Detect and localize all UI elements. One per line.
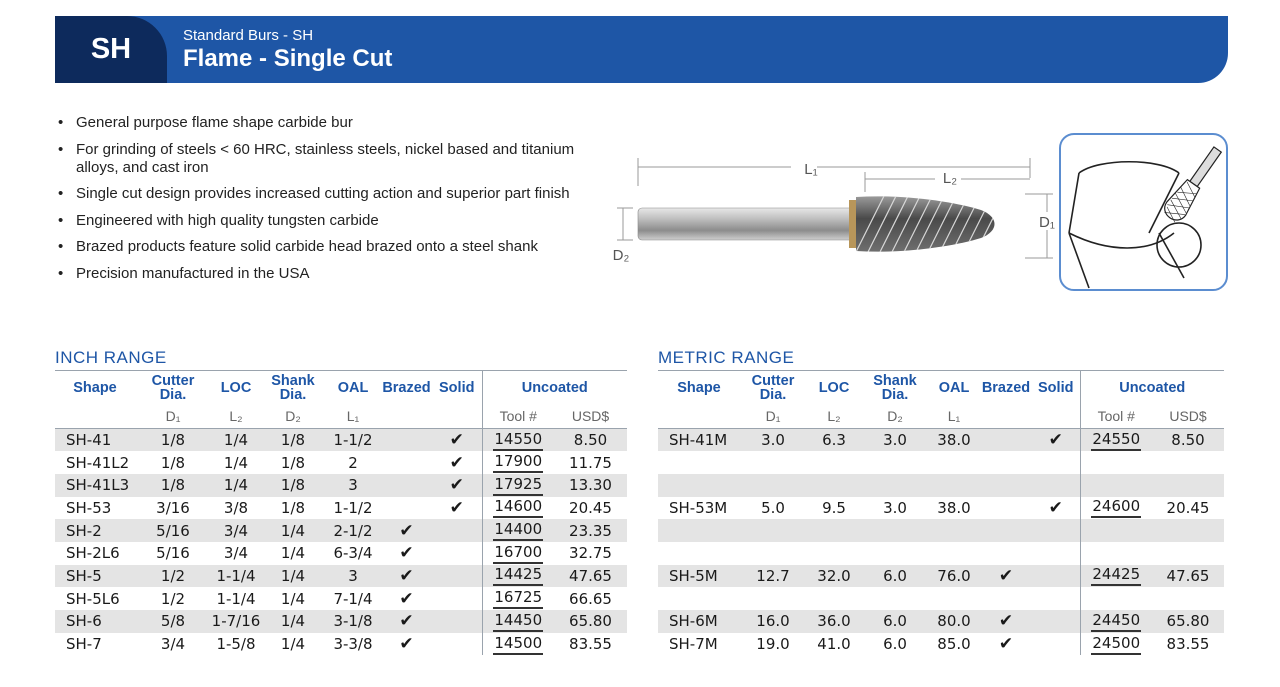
l2-label: L₂: [942, 170, 958, 187]
oal-cell: 1-1/2: [325, 429, 381, 452]
table-row: [55, 451, 627, 474]
inch-range-table: [55, 370, 627, 655]
tool-number-cell: [482, 519, 554, 542]
tool-number-cell: [482, 565, 554, 588]
table-row: [658, 542, 1224, 565]
loc-cell: [806, 587, 862, 610]
shank-dia-cell: 1/8: [261, 474, 325, 497]
col-shank-dia: Shank Dia.: [862, 371, 928, 405]
table-row: [658, 474, 1224, 497]
feature-item: • General purpose flame shape carbide bur: [55, 114, 595, 132]
oal-cell: [928, 587, 980, 610]
shape-cell: SH-6: [55, 610, 135, 633]
solid-cell: [432, 519, 482, 542]
cutter-dia-cell: [740, 474, 806, 497]
feature-item: • Single cut design provides increased cutting action and superior part finish: [55, 185, 595, 203]
solid-cell: ✔: [432, 474, 482, 497]
metric-rows: [658, 429, 1224, 656]
solid-cell: [1032, 451, 1080, 474]
cutter-dia-cell: 5.0: [761, 498, 785, 517]
cutter-dia-cell: 3/16: [156, 498, 190, 517]
brazed-cell: [381, 497, 432, 520]
col-shank-dia: Shank Dia.: [261, 371, 325, 405]
inch-range-title: INCH RANGE: [55, 348, 167, 367]
col-brazed: Brazed: [381, 371, 432, 405]
solid-cell: [1032, 633, 1080, 656]
brazed-cell: [980, 451, 1032, 474]
brazed-cell: [381, 429, 432, 452]
solid-cell: [432, 633, 482, 656]
sub-tool-no: Tool #: [482, 405, 554, 429]
oal-cell: 38.0: [928, 429, 980, 452]
price-cell: 20.45: [1166, 498, 1210, 517]
shank-dia-cell: 1/4: [280, 589, 306, 608]
sub-l1: L₁: [928, 405, 980, 429]
col-oal: OAL: [325, 371, 381, 405]
shank-dia-cell: 1/8: [280, 498, 306, 517]
price-cell: 32.75: [569, 544, 612, 563]
shape-cell: [658, 451, 740, 474]
oal-cell: 2-1/2: [325, 519, 381, 542]
cutter-dia-cell: 1/2: [160, 589, 186, 608]
table-row: [658, 519, 1224, 542]
solid-cell: ✔: [432, 429, 482, 452]
solid-cell: [1032, 587, 1080, 610]
price-cell: 83.55: [569, 635, 612, 654]
sub-l2: L₂: [806, 405, 862, 429]
tool-number: 14425: [493, 565, 543, 586]
d2-label: D₂: [612, 247, 630, 264]
tool-number-cell: [482, 474, 554, 497]
col-brazed: Brazed: [980, 371, 1032, 405]
shape-cell: [658, 474, 740, 497]
brazed-cell: ✔: [381, 519, 432, 542]
l1-label: L₁: [804, 161, 818, 178]
sub-l2: L₂: [211, 405, 261, 429]
tool-number-cell: [1080, 497, 1152, 520]
oal-cell: 38.0: [937, 498, 971, 517]
loc-cell: 1/4: [211, 474, 261, 497]
table-row: [55, 497, 627, 520]
oal-cell: 3: [325, 565, 381, 588]
cutter-dia-cell: 3/4: [160, 635, 186, 654]
tool-number: 14550: [493, 430, 543, 451]
sub-blank: [980, 405, 1032, 429]
loc-cell: 1-5/8: [216, 635, 256, 654]
solid-cell: [1032, 474, 1080, 497]
col-oal: OAL: [928, 371, 980, 405]
tool-number-cell: [482, 587, 554, 610]
table-row: [658, 633, 1224, 656]
price-cell: 8.50: [554, 429, 627, 452]
loc-cell: [806, 519, 862, 542]
cutter-dia-cell: 1/8: [135, 429, 211, 452]
loc-cell: 1-1/4: [211, 565, 261, 588]
shank-dia-cell: [862, 587, 928, 610]
table-row: [55, 519, 627, 542]
oal-cell: 80.0: [928, 610, 980, 633]
shape-cell: SH-41M: [658, 429, 740, 452]
cutter-dia-cell: 19.0: [756, 635, 790, 654]
loc-cell: 1/4: [211, 429, 261, 452]
oal-cell: 1-1/2: [333, 498, 373, 517]
solid-cell: ✔: [1048, 497, 1063, 518]
solid-cell: [1032, 542, 1080, 565]
page-title: Flame - Single Cut: [183, 45, 393, 72]
solid-cell: [1032, 519, 1080, 542]
price-cell: 65.80: [1152, 610, 1224, 633]
shape-cell: SH-41L2: [66, 453, 130, 472]
shank-dia-cell: 6.0: [862, 610, 928, 633]
table-row: [55, 429, 627, 452]
cutter-dia-cell: [740, 542, 806, 565]
price-cell: 20.45: [569, 498, 612, 517]
tool-number: 17900: [493, 452, 543, 473]
tool-number: 14500: [493, 634, 543, 655]
brazed-cell: ✔: [399, 588, 414, 609]
col-uncoated: Uncoated: [1080, 371, 1224, 405]
tool-number-cell: [1080, 565, 1152, 588]
col-loc: LOC: [211, 371, 261, 405]
oal-cell: 3-3/8: [333, 635, 373, 654]
solid-cell: [432, 542, 482, 565]
oal-cell: 7-1/4: [333, 589, 373, 608]
tool-number-cell: [482, 633, 554, 656]
oal-cell: 6-3/4: [333, 544, 373, 563]
solid-cell: ✔: [1032, 429, 1080, 452]
oal-cell: 3-1/8: [325, 610, 381, 633]
tool-number-cell: [1080, 451, 1152, 474]
tool-number: 14400: [493, 520, 543, 541]
tool-number: 16700: [493, 543, 543, 564]
cutter-dia-cell: 3.0: [740, 429, 806, 452]
sub-blank: [432, 405, 482, 429]
cutter-dia-cell: 1/8: [135, 474, 211, 497]
price-cell: 13.30: [554, 474, 627, 497]
shape-cell: SH-41: [55, 429, 135, 452]
sub-usd: USD$: [554, 405, 627, 429]
brazed-cell: ✔: [980, 610, 1032, 633]
cutter-dia-cell: 16.0: [740, 610, 806, 633]
tool-number-cell: [482, 497, 554, 520]
col-cutter-dia: Cutter Dia.: [135, 371, 211, 405]
col-shape: Shape: [658, 371, 740, 405]
table-row: [55, 587, 627, 610]
cutter-dia-cell: 1/8: [160, 453, 186, 472]
brazed-cell: [980, 542, 1032, 565]
feature-list: [55, 114, 595, 291]
table-row: [55, 610, 627, 633]
cutter-dia-cell: [740, 451, 806, 474]
d1-label: D₁: [1039, 214, 1055, 231]
solid-cell: [432, 610, 482, 633]
brazed-cell: ✔: [980, 565, 1032, 588]
sub-blank: [1032, 405, 1080, 429]
feature-item: • Brazed products feature solid carbide head brazed onto a steel shank: [55, 238, 595, 256]
shape-cell: SH-5: [55, 565, 135, 588]
shape-cell: SH-2: [55, 519, 135, 542]
price-cell: 23.35: [554, 519, 627, 542]
solid-cell: ✔: [449, 452, 464, 473]
loc-cell: [806, 451, 862, 474]
col-shape: Shape: [55, 371, 135, 405]
tool-number-cell: [1080, 429, 1152, 452]
solid-cell: [432, 587, 482, 610]
tool-number-cell: [1080, 587, 1152, 610]
tool-number: 14450: [493, 611, 543, 632]
shank-dia-cell: 1/4: [261, 565, 325, 588]
shape-cell: [658, 519, 740, 542]
feature-item: • For grinding of steels < 60 HRC, stainless steels, nickel based and titanium alloys, and cast iron: [55, 141, 595, 177]
price-cell: [1152, 474, 1224, 497]
shank-dia-cell: 1/4: [280, 635, 306, 654]
loc-cell: 1-7/16: [211, 610, 261, 633]
oal-cell: 2: [348, 453, 358, 472]
sub-d1: D₁: [135, 405, 211, 429]
table-row: [55, 542, 627, 565]
price-cell: 47.65: [1152, 565, 1224, 588]
table-row: [658, 497, 1224, 520]
cutter-dia-cell: 5/16: [135, 519, 211, 542]
tool-dimension-drawing: [605, 150, 1055, 270]
loc-cell: [806, 474, 862, 497]
loc-cell: 1/4: [223, 453, 249, 472]
table-row: [658, 587, 1224, 610]
cutter-dia-cell: [740, 519, 806, 542]
solid-cell: [1032, 565, 1080, 588]
price-cell: [1152, 587, 1224, 610]
shank-dia-cell: [862, 542, 928, 565]
oal-cell: [928, 474, 980, 497]
cutter-dia-cell: 5/8: [135, 610, 211, 633]
tool-number: 24600: [1091, 497, 1141, 518]
loc-cell: 1-1/4: [216, 589, 256, 608]
tool-number: 24500: [1091, 634, 1141, 655]
tool-number-cell: [1080, 542, 1152, 565]
shape-cell: SH-5L6: [66, 589, 120, 608]
loc-cell: [806, 542, 862, 565]
tool-number: 16725: [493, 588, 543, 609]
solid-cell: [432, 565, 482, 588]
col-uncoated: Uncoated: [482, 371, 627, 405]
loc-cell: 3/8: [223, 498, 249, 517]
brazed-cell: ✔: [381, 565, 432, 588]
col-loc: LOC: [806, 371, 862, 405]
brazed-cell: ✔: [998, 634, 1014, 655]
shank-dia-cell: 6.0: [862, 565, 928, 588]
oal-cell: 3: [325, 474, 381, 497]
price-cell: [1152, 451, 1224, 474]
price-cell: 11.75: [569, 453, 612, 472]
table-row: [658, 451, 1224, 474]
table-row: [658, 429, 1224, 452]
brazed-cell: [381, 474, 432, 497]
sub-blank: [55, 405, 135, 429]
sub-blank: [381, 405, 432, 429]
price-cell: 66.65: [569, 589, 612, 608]
price-cell: 8.50: [1152, 429, 1224, 452]
brazed-cell: [381, 451, 432, 474]
inch-rows: [55, 429, 627, 656]
cutter-dia-cell: 12.7: [740, 565, 806, 588]
tool-number: 24450: [1091, 611, 1141, 632]
shank-dia-cell: 1/8: [261, 429, 325, 452]
tool-number-cell: [482, 542, 554, 565]
application-illustration: [1059, 133, 1229, 293]
loc-cell: 41.0: [817, 635, 851, 654]
cutter-dia-cell: 1/2: [135, 565, 211, 588]
tool-number-cell: [1080, 474, 1152, 497]
price-cell: [1152, 519, 1224, 542]
tool-number: 17925: [493, 475, 543, 496]
price-cell: 65.80: [554, 610, 627, 633]
brazed-cell: ✔: [399, 543, 414, 564]
oal-cell: [928, 451, 980, 474]
solid-cell: [1032, 610, 1080, 633]
shank-dia-cell: [862, 519, 928, 542]
shape-cell: SH-53: [66, 498, 112, 517]
price-cell: 47.65: [554, 565, 627, 588]
tool-number-cell: [1080, 519, 1152, 542]
brazed-cell: [980, 474, 1032, 497]
shape-cell: SH-2L6: [66, 544, 120, 563]
brazed-cell: ✔: [399, 634, 414, 655]
price-cell: [1152, 542, 1224, 565]
tool-number: 14600: [493, 497, 543, 518]
shape-cell: [658, 542, 740, 565]
shank-dia-cell: 1/8: [280, 453, 306, 472]
loc-cell: 3/4: [223, 544, 249, 563]
table-row: [658, 565, 1224, 588]
shank-dia-cell: 3.0: [862, 429, 928, 452]
table-row: [55, 474, 627, 497]
table-row: [55, 565, 627, 588]
series-code: SH: [90, 33, 132, 65]
oal-cell: 85.0: [937, 635, 971, 654]
tool-number: 24425: [1091, 565, 1141, 586]
oal-cell: 76.0: [928, 565, 980, 588]
shank-dia-cell: 1/4: [280, 544, 306, 563]
tool-number-cell: [482, 429, 554, 452]
oal-cell: [928, 519, 980, 542]
sub-d1: D₁: [740, 405, 806, 429]
shape-cell: SH-7: [66, 635, 102, 654]
table-row: [55, 633, 627, 656]
feature-item: • Precision manufactured in the USA: [55, 265, 595, 283]
tool-number-cell: [482, 451, 554, 474]
loc-cell: 6.3: [806, 429, 862, 452]
price-cell: 83.55: [1166, 635, 1210, 654]
sub-d2: D₂: [261, 405, 325, 429]
tool-number-cell: [1080, 610, 1152, 633]
loc-cell: 36.0: [806, 610, 862, 633]
loc-cell: 3/4: [211, 519, 261, 542]
sub-d2: D₂: [862, 405, 928, 429]
shank-dia-cell: [862, 451, 928, 474]
solid-cell: ✔: [449, 497, 464, 518]
sub-usd: USD$: [1152, 405, 1224, 429]
brazed-cell: ✔: [381, 610, 432, 633]
shape-cell: [658, 587, 740, 610]
shank-dia-cell: [862, 474, 928, 497]
sub-tool-no: Tool #: [1080, 405, 1152, 429]
shape-cell: SH-41L3: [55, 474, 135, 497]
cutter-dia-cell: [740, 587, 806, 610]
tool-number: 24550: [1091, 430, 1141, 451]
col-solid: Solid: [432, 371, 482, 405]
brazed-cell: [980, 587, 1032, 610]
oal-cell: [928, 542, 980, 565]
metric-range-title: METRIC RANGE: [658, 348, 795, 367]
shank-dia-cell: 6.0: [883, 635, 907, 654]
shank-dia-cell: 3.0: [883, 498, 907, 517]
loc-cell: 9.5: [822, 498, 846, 517]
tool-number-cell: [1080, 633, 1152, 656]
shape-cell: SH-5M: [658, 565, 740, 588]
shape-cell: SH-6M: [658, 610, 740, 633]
brazed-cell: [980, 519, 1032, 542]
table-row: [658, 610, 1224, 633]
loc-cell: 32.0: [806, 565, 862, 588]
metric-range-table: [658, 370, 1224, 655]
col-cutter-dia: Cutter Dia.: [740, 371, 806, 405]
shape-cell: SH-53M: [669, 498, 728, 517]
sub-blank: [658, 405, 740, 429]
cutter-dia-cell: 5/16: [156, 544, 190, 563]
col-solid: Solid: [1032, 371, 1080, 405]
brazed-cell: [980, 429, 1032, 452]
brazed-cell: [980, 497, 1032, 520]
shank-dia-cell: 1/4: [261, 610, 325, 633]
feature-item: • Engineered with high quality tungsten carbide: [55, 212, 595, 230]
sub-l1: L₁: [325, 405, 381, 429]
shape-cell: SH-7M: [669, 635, 718, 654]
series-subtitle: Standard Burs - SH: [183, 27, 314, 44]
tool-number-cell: [482, 610, 554, 633]
shank-dia-cell: 1/4: [261, 519, 325, 542]
